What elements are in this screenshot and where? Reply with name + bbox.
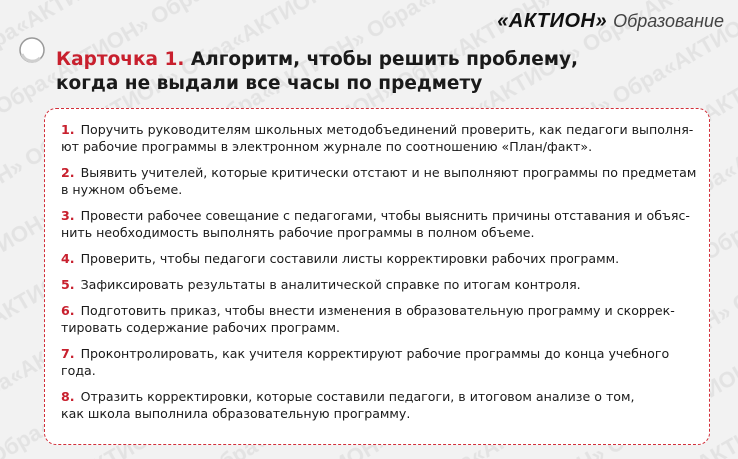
card-label: Карточка 1. bbox=[56, 49, 185, 70]
list-item-8 bbox=[61, 388, 699, 422]
item-line-1 bbox=[61, 345, 699, 379]
item-text: Подготовить приказ, чтобы внести изменения в образовательную программу и скоррек- bbox=[80, 303, 675, 318]
steps-list bbox=[61, 121, 699, 431]
item-line-2: тировать содержание рабочих программ. bbox=[61, 320, 340, 335]
list-item-2 bbox=[61, 164, 699, 198]
page-title bbox=[56, 48, 578, 96]
title-line-2: когда не выдали все часы по предмету bbox=[56, 73, 483, 94]
item-line-1 bbox=[61, 207, 699, 224]
item-number: 4. bbox=[61, 251, 75, 266]
item-number: 7. bbox=[61, 346, 75, 361]
list-item-5 bbox=[61, 276, 699, 293]
item-line-1 bbox=[61, 388, 699, 405]
item-number: 8. bbox=[61, 389, 75, 404]
list-item-3 bbox=[61, 207, 699, 241]
item-number: 5. bbox=[61, 277, 75, 292]
item-line-2: ют рабочие программы в электронном журнале по соотношению «План/факт». bbox=[61, 139, 593, 154]
list-item-7 bbox=[61, 345, 699, 379]
item-number: 3. bbox=[61, 208, 75, 223]
item-number: 2. bbox=[61, 165, 75, 180]
item-text: Проконтролировать, как учителя корректируют рабочие программы до конца учебного года. bbox=[61, 346, 670, 378]
list-item-4 bbox=[61, 250, 699, 267]
brand-name: «АКТИОН» bbox=[497, 10, 608, 32]
item-number: 1. bbox=[61, 122, 75, 137]
algorithm-card bbox=[44, 108, 710, 445]
item-line-1 bbox=[61, 250, 699, 267]
item-text: Зафиксировать результаты в аналитической справке по итогам контроля. bbox=[80, 277, 581, 292]
item-line-1 bbox=[61, 302, 699, 319]
list-item-1 bbox=[61, 121, 699, 155]
title-line-1 bbox=[56, 48, 578, 72]
item-line-1 bbox=[61, 164, 699, 181]
item-line-1 bbox=[61, 121, 699, 138]
title-text-1: Алгоритм, чтобы решить проблему, bbox=[190, 49, 579, 70]
item-line-2: как школа выполнила образовательную программу. bbox=[61, 406, 411, 421]
item-text: Выявить учителей, которые критически отстают и не выполняют программы по предметам bbox=[80, 165, 697, 180]
circle-hole-icon bbox=[18, 36, 46, 64]
item-text: Провести рабочее совещание с педагогами, чтобы выяснить причины отставания и объяс- bbox=[80, 208, 690, 223]
brand-logo bbox=[497, 10, 724, 33]
item-text: Отразить корректировки, которые составили педагоги, в итоговом анализе о том, bbox=[80, 389, 635, 404]
item-number: 6. bbox=[61, 303, 75, 318]
item-line-2: в нужном объеме. bbox=[61, 182, 183, 197]
item-line-2: нить необходимость выполнять рабочие программы в полном объеме. bbox=[61, 225, 535, 240]
brand-subtitle: Образование bbox=[613, 11, 724, 31]
item-line-1 bbox=[61, 276, 699, 293]
item-text: Поручить руководителям школьных методобъединений проверить, как педагоги выполня- bbox=[80, 122, 694, 137]
item-text: Проверить, чтобы педагоги составили листы корректировки рабочих программ. bbox=[80, 251, 620, 266]
list-item-6 bbox=[61, 302, 699, 336]
